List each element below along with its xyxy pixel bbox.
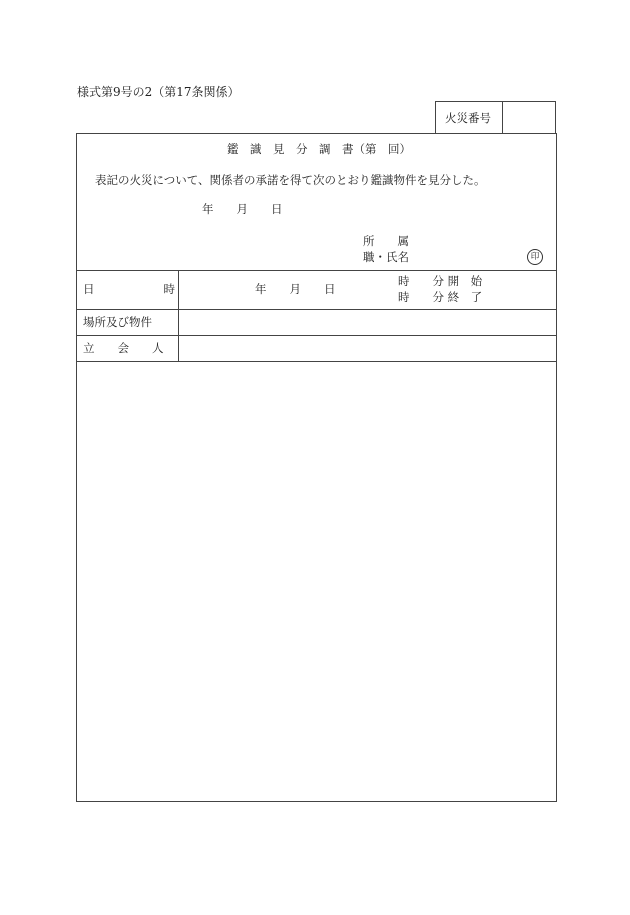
witness-field[interactable]	[179, 336, 556, 361]
start-time-line: 時 分 開 始	[398, 274, 483, 288]
statement-text: 表記の火災について、関係者の承諾を得て次のとおり鑑識物件を見分した。	[95, 173, 486, 187]
place-label: 場所及び物件	[83, 315, 152, 329]
affiliation-label: 所 属	[363, 234, 409, 248]
form-box	[76, 133, 557, 802]
datetime-date: 年 月 日	[255, 282, 336, 296]
datetime-label: 日 時	[83, 282, 175, 296]
place-field[interactable]	[179, 310, 556, 335]
notes-area[interactable]	[77, 362, 556, 801]
fire-number-field[interactable]	[503, 102, 556, 133]
fire-number-box	[435, 101, 556, 133]
fire-number-label: 火災番号	[445, 111, 491, 125]
document-title: 鑑 識 見 分 調 書（第 回）	[227, 142, 411, 156]
form-label: 様式第9号の2（第17条関係）	[77, 85, 240, 99]
date-line: 年 月 日	[202, 202, 283, 216]
end-time-line: 時 分 終 了	[398, 290, 483, 304]
position-name-label: 職・氏名	[363, 250, 409, 264]
seal-icon: 印	[527, 249, 543, 265]
witness-label: 立 会 人	[83, 341, 164, 355]
divider-header	[77, 270, 556, 271]
